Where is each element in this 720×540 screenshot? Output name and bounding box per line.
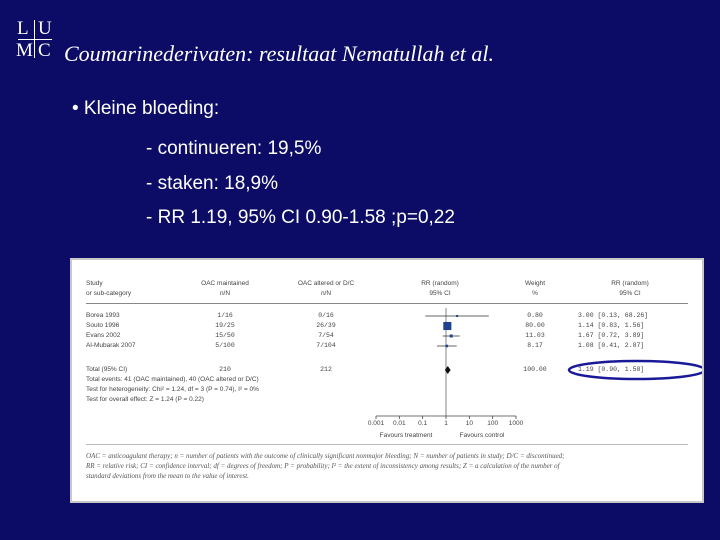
header-weight: Weight bbox=[524, 280, 546, 287]
total-maintained: 210 bbox=[219, 366, 231, 373]
total-weight: 100.00 bbox=[523, 366, 547, 373]
footnote-rule bbox=[86, 444, 688, 445]
row-study: Al-Mubarak 2007 bbox=[86, 342, 136, 349]
x-axis-tick-label: 1 bbox=[444, 420, 448, 427]
header-altered-unit: n/N bbox=[320, 290, 332, 297]
row-altered: 7/54 bbox=[318, 332, 334, 339]
total-altered: 212 bbox=[320, 366, 332, 373]
row-altered: 0/16 bbox=[318, 312, 334, 319]
header-maintained-unit: n/N bbox=[219, 290, 231, 297]
bullet-continue: - continueren: 19,5% bbox=[146, 138, 322, 159]
study-marker bbox=[445, 345, 448, 348]
row-maintained: 15/50 bbox=[215, 332, 235, 339]
stats-heterogeneity: Test for heterogeneity: Chi² = 1.24, df = 3 (P = 0.74), I² = 0% bbox=[86, 386, 259, 393]
header-maintained: OAC maintained bbox=[201, 280, 249, 287]
total-label: Total (95% CI) bbox=[86, 366, 128, 373]
row-weight: 0.80 bbox=[527, 312, 543, 319]
bullet-main: • Kleine bloeding: bbox=[72, 98, 220, 119]
row-rr: 1.67 [0.72, 3.89] bbox=[578, 332, 645, 339]
row-maintained: 1/16 bbox=[217, 312, 233, 319]
lumc-logo bbox=[16, 18, 54, 60]
axis-label-left: Favours treatment bbox=[379, 432, 433, 439]
row-altered: 26/39 bbox=[316, 322, 336, 329]
footnote-line: OAC = anticoagulant therapy; n = number of patients with the outcome of clinically significant nonmajor bleeding; N = number of patients in study; D/C = discontinued; bbox=[86, 452, 565, 460]
axis-label-right: Favours control bbox=[459, 432, 505, 439]
header-rr: RR (random) bbox=[421, 280, 459, 287]
stats-overall-effect: Test for overall effect: Z = 1.24 (P = 0.22) bbox=[86, 396, 204, 403]
footnote-line: RR = relative risk; CI = confidence interval; df = degrees of freedom; P = probability; I² = the extent of inconsistency among results; Z = a calculation of the number of bbox=[86, 462, 560, 470]
row-study: Souto 1996 bbox=[86, 322, 120, 329]
logo-letter-m: M bbox=[16, 40, 33, 61]
x-axis-tick-label: 1000 bbox=[508, 420, 524, 427]
header-rr2-ci: 95% CI bbox=[619, 290, 641, 297]
header-rr2: RR (random) bbox=[611, 280, 649, 287]
x-axis-tick-label: 0.01 bbox=[393, 420, 406, 427]
row-rr: 1.14 [0.83, 1.56] bbox=[578, 322, 645, 329]
logo-divider-horizontal bbox=[18, 39, 52, 40]
row-maintained: 19/25 bbox=[215, 322, 235, 329]
x-axis-tick-label: 100 bbox=[487, 420, 499, 427]
x-axis-tick-label: 10 bbox=[465, 420, 473, 427]
forest-plot-figure bbox=[70, 258, 704, 503]
total-rr: 1.19 [0.90, 1.58] bbox=[578, 366, 645, 373]
row-weight: 80.00 bbox=[525, 322, 545, 329]
row-weight: 11.03 bbox=[525, 332, 545, 339]
bullet-stop: - staken: 18,9% bbox=[146, 173, 279, 194]
row-altered: 7/104 bbox=[316, 342, 336, 349]
study-marker bbox=[450, 335, 453, 338]
row-study: Evans 2002 bbox=[86, 332, 121, 339]
header-subcategory: or sub-category bbox=[86, 290, 132, 297]
header-altered: OAC altered or D/C bbox=[297, 280, 355, 287]
row-rr: 3.00 [0.13, 68.26] bbox=[578, 312, 649, 319]
study-marker bbox=[443, 322, 451, 330]
logo-letter-u: U bbox=[38, 18, 52, 39]
row-maintained: 5/100 bbox=[215, 342, 235, 349]
x-axis-tick-label: 0.001 bbox=[367, 420, 385, 427]
logo-letter-l: L bbox=[17, 18, 29, 39]
row-rr: 1.08 [0.41, 2.87] bbox=[578, 342, 645, 349]
row-weight: 8.17 bbox=[527, 342, 543, 349]
header-weight-unit: % bbox=[532, 290, 538, 297]
slide-title: Coumarinederivaten: resultaat Nematullah et al. bbox=[64, 41, 494, 66]
x-axis-tick-label: 0.1 bbox=[418, 420, 428, 427]
logo-letter-c: C bbox=[38, 40, 51, 61]
footnote-line: standard deviations from the mean to the value of interest. bbox=[86, 472, 249, 480]
row-study: Borea 1993 bbox=[86, 312, 120, 319]
header-study: Study bbox=[86, 280, 103, 287]
study-marker bbox=[456, 315, 458, 317]
stats-events: Total events: 41 (OAC maintained), 40 (OAC altered or D/C) bbox=[86, 376, 259, 383]
highlight-ellipse bbox=[569, 361, 702, 379]
header-rr-ci: 95% CI bbox=[429, 290, 451, 297]
bullet-rr: - RR 1.19, 95% CI 0.90-1.58 ;p=0,22 bbox=[146, 207, 455, 228]
